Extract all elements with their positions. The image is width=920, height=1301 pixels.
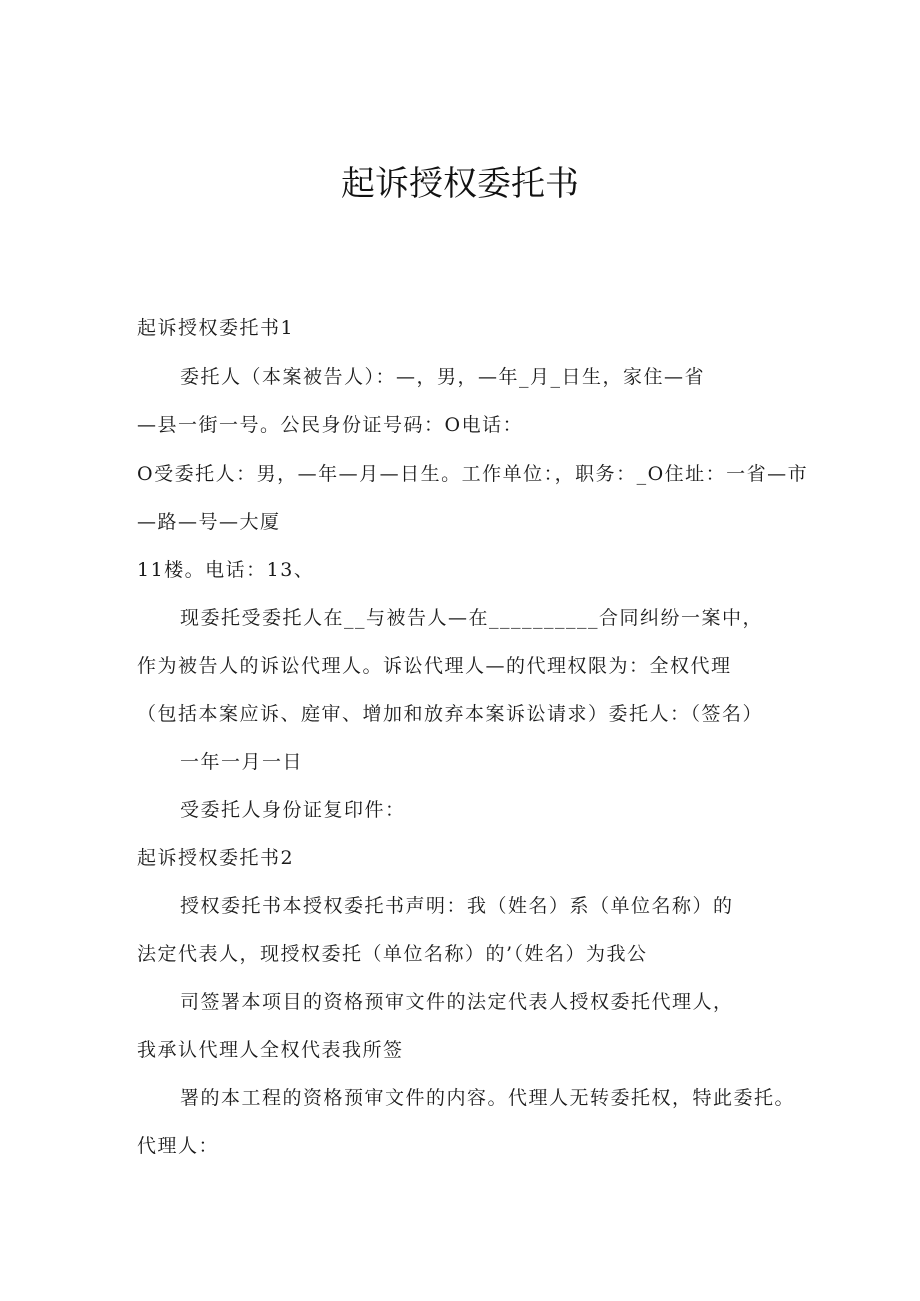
section-heading-1: 起诉授权委托书1 — [137, 317, 295, 339]
section-heading-2: 起诉授权委托书2 — [137, 847, 295, 869]
paragraph-line: 我承认代理人全权代表我所签 — [137, 1039, 404, 1061]
paragraph-line: 委托人（本案被告人）：—，男，—年_月_日生，家住—省 — [180, 366, 706, 388]
date-line: 一年一月一日 — [180, 751, 304, 773]
paragraph-line: 署的本工程的资格预审文件的内容。代理人无转委托权，特此委托。 — [180, 1087, 796, 1109]
paragraph-line: 授权委托书本授权委托书声明：我（姓名）系（单位名称）的 — [180, 895, 734, 917]
document-title: 起诉授权委托书 — [341, 164, 579, 204]
paragraph-line: 作为被告人的诉讼代理人。诉讼代理人—的代理权限为：全权代理 — [137, 655, 732, 677]
id-copy-line: 受委托人身份证复印件： — [180, 799, 406, 821]
paragraph-line: —县一街一号。公民身份证号码：O电话： — [137, 414, 524, 436]
paragraph-line: 11楼。电话：13、 — [137, 559, 315, 581]
paragraph-line: —路—号—大厦 — [137, 511, 281, 533]
paragraph-line: （包括本案应诉、庭审、增加和放弃本案诉讼请求）委托人：（签名） — [137, 703, 764, 725]
paragraph-line: 现委托受委托人在__与被告人—在__________合同纠纷一案中， — [180, 607, 764, 629]
paragraph-line: 法定代表人，现授权委托（单位名称）的’（姓名）为我公 — [137, 943, 648, 965]
paragraph-line: 司签署本项目的资格预审文件的法定代表人授权委托代理人， — [180, 991, 734, 1013]
agent-signature-line: 代理人： — [137, 1135, 220, 1157]
paragraph-line: O受委托人：男，—年—月—日生。工作单位：，职务：_O住址：一省—市 — [137, 463, 809, 485]
